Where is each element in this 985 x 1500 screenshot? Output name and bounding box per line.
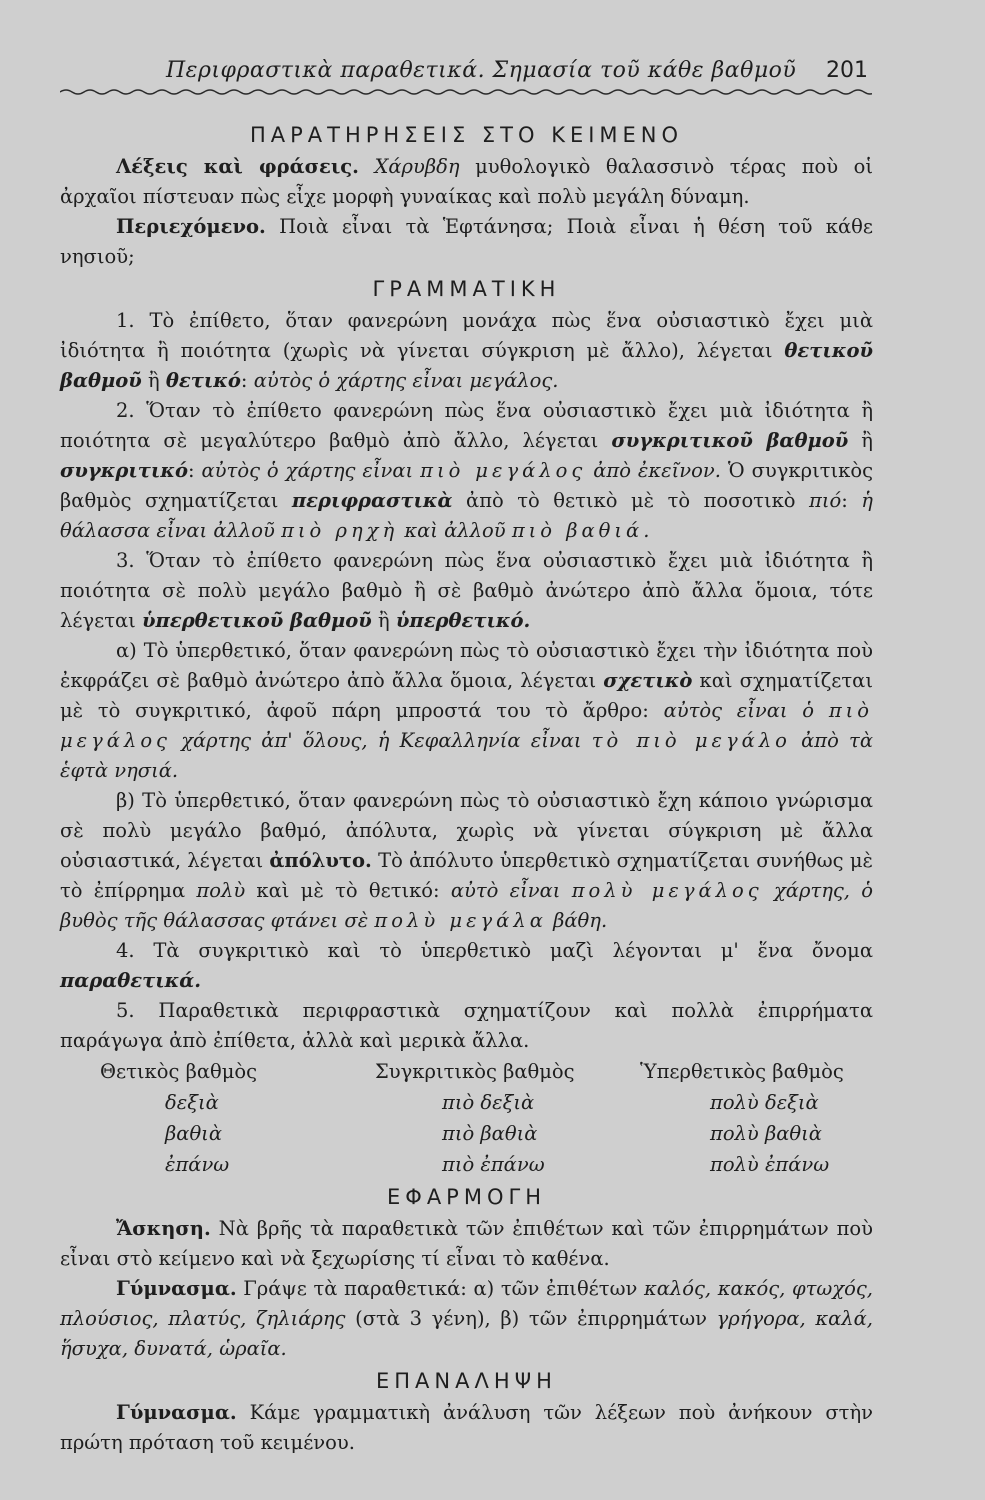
exercise-paragraph <box>60 1214 873 1274</box>
exercise-label: Ἄσκηση. <box>116 1217 211 1240</box>
example: αὐτὸς ὁ χάρτης εἶναι <box>201 459 414 482</box>
example: καὶ ἀλλοῦ <box>404 519 506 542</box>
example-spaced: τὸ πιὸ μεγάλο <box>591 729 791 752</box>
term-positive-degree: θετικοῦ βαθμοῦ <box>60 339 873 392</box>
table-cell: πολὺ δεξιὰ <box>710 1091 819 1114</box>
header-wavy-rule <box>60 88 872 96</box>
grammar-paragraph-3 <box>60 546 873 636</box>
term-periphrastic: περιφραστικὰ <box>291 489 453 512</box>
content-text: Ποιὰ εἶναι τὰ Ἑφτάνησα; Ποιὰ εἶναι ἡ θέση τοῦ κάθε νησιοῦ; <box>60 215 873 268</box>
application-heading: ΕΦΑΡΜΟΓΗ <box>387 1185 546 1209</box>
term-superlative: ὑπερθετικό. <box>395 609 531 632</box>
example-spaced: πολὺ μεγάλος <box>571 879 763 902</box>
example-poly: πολὺ <box>196 879 246 902</box>
text-run: : <box>187 459 202 482</box>
exercise-text: Νὰ βρῆς τὰ παραθετικὰ τῶν ἐπιθέτων καὶ τῶν ἐπιρρημάτων ποὺ εἶναι στὸ κείμενο καὶ νὰ ξεχωρίσης τί εἶναι τὸ καθένα. <box>60 1217 874 1270</box>
term-absolute: ἀπόλυτο. <box>269 849 372 872</box>
term-comparative: συγκριτικό <box>60 459 188 482</box>
words-paragraph <box>60 152 873 212</box>
example: ἀπὸ ἐκεῖνον. <box>593 459 721 482</box>
review-text: Κάμε γραμματικὴ ἀνάλυση τῶν λέξεων ποὺ ἀνήκουν στὴν πρώτη πρόταση τοῦ κειμένου. <box>60 1401 873 1454</box>
table-cell: πιὸ ἐπάνω <box>442 1153 545 1176</box>
drill-label: Γύμνασμα. <box>116 1277 237 1300</box>
text-run: 1. Τὸ ἐπίθετο, ὅταν φανερώνη μονάχα πὼς ἕνα οὐσιαστικὸ ἔχει μιὰ ἰδιότητα ἢ ποιότητα (χωρὶς νὰ γίνεται σύγκριση μὲ ἄλλο), λέγεται <box>60 309 873 362</box>
example-spaced: πιὸ ρηχὴ <box>281 519 399 542</box>
running-header <box>60 58 872 92</box>
adjective-list: καλός, κακός, φτωχός, πλούσιος, πλατύς, ζηλιάρης <box>60 1277 873 1330</box>
text-run: Τὸ ἀπόλυτο ὑπερθετικὸ σχηματίζεται συνήθως μὲ τὸ ἐπίρρημα <box>60 849 873 902</box>
grammar-paragraph-1 <box>60 306 873 396</box>
adverb-list: γρήγορα, καλά, ἥσυχα, δυνατά, ὡραῖα. <box>60 1307 873 1360</box>
grammar-paragraph-2 <box>60 396 873 546</box>
table-header: Συγκριτικὸς βαθμὸς <box>375 1060 575 1083</box>
text-run: : <box>240 369 254 392</box>
table-cell: δεξιὰ <box>165 1091 219 1114</box>
text-run: ἀπὸ τὸ θετικὸ μὲ τὸ ποσοτικὸ <box>452 489 810 512</box>
grammar-heading: ΓΡΑΜΜΑΤΙΚΗ <box>372 277 561 301</box>
table-cell: βαθιὰ <box>165 1122 222 1145</box>
table-header: Ὑπερθετικὸς βαθμὸς <box>640 1060 844 1083</box>
text-run: α) Τὸ ὑπερθετικό, ὅταν φανερώνη πὼς τὸ οὐσιαστικὸ ἔχει τὴν ἰδιότητα ποὺ ἐκφράζει σὲ βαθμὸ ἀνώτερο ἀπὸ ἄλλα ὅμοια, λέγεται <box>60 639 873 692</box>
example: αὐτὸς ὁ χάρτης εἶναι μεγάλος. <box>253 369 559 392</box>
text-run: 2. Ὅταν τὸ ἐπίθετο φανερώνη πὼς ἕνα οὐσιαστικὸ ἔχει μιὰ ἰδιότητα ἢ ποιότητα σὲ μεγαλύτερο βαθμὸ ἀπὸ ἄλλο, λέγεται <box>60 399 873 452</box>
example-spaced: πιὸ μεγάλος <box>420 459 587 482</box>
review-paragraph <box>60 1398 873 1458</box>
example-spaced: πολὺ μεγάλα <box>374 909 547 932</box>
words-label: Λέξεις καὶ φράσεις. <box>116 155 359 178</box>
text-run: ἢ <box>848 429 873 452</box>
example: χάρτης, ὁ βυθὸς τῆς θάλασσας φτάνει σὲ <box>60 879 873 932</box>
example: χάρτης ἀπ' ὅλους, ἡ Κεφαλληνία εἶναι <box>181 729 582 752</box>
grammar-paragraph-3a <box>60 636 873 786</box>
text-run: ἢ <box>371 609 396 632</box>
review-label: Γύμνασμα. <box>116 1401 237 1424</box>
text-run: 4. Τὰ συγκριτικὸ καὶ τὸ ὑπερθετικὸ μαζὶ λέγονται μ' ἕνα ὄνομα <box>116 939 873 962</box>
table-cell: πιὸ βαθιὰ <box>442 1122 538 1145</box>
table-cell: πιὸ δεξιὰ <box>442 1091 535 1114</box>
degrees-table <box>60 1056 873 1180</box>
example-spaced: πιὸ βαθιά. <box>511 519 654 542</box>
example: ἡ θάλασσα εἶναι ἀλλοῦ <box>60 489 873 542</box>
text-run: 3. Ὅταν τὸ ἐπίθετο φανερώνη πὼς ἕνα οὐσιαστικὸ ἔχει μιὰ ἰδιότητα ἢ ποιότητα σὲ πολὺ μεγάλο βαθμὸ ἢ σὲ βαθμὸ ἀνώτερο ἀπὸ ἄλλα ὅμοια, τότε λέγεται <box>60 549 873 632</box>
table-cell: πολὺ βαθιὰ <box>710 1122 822 1145</box>
table-header: Θετικὸς βαθμὸς <box>100 1060 258 1083</box>
text-run: Ὁ συγκριτικὸς βαθμὸς σχηματίζεται <box>60 459 873 512</box>
text-run: καὶ μὲ τὸ θετικό: <box>245 879 451 902</box>
page-number: 201 <box>826 58 868 83</box>
text-run: (στὰ 3 γένη), β) τῶν ἐπιρρημάτων <box>345 1307 717 1330</box>
term-comparatives: παραθετικά. <box>60 969 202 992</box>
grammar-paragraph-3b <box>60 786 873 936</box>
words-term: Χάρυβδη <box>374 155 460 178</box>
review-heading: ΕΠΑΝΑΛΗΨΗ <box>376 1369 557 1393</box>
example-pio: πιό <box>809 489 842 512</box>
example: αὐτὸ εἶναι <box>450 879 561 902</box>
grammar-paragraph-5: 5. Παραθετικὰ περιφραστικὰ σχηματίζουν καὶ πολλὰ ἐπιρρήματα παράγωγα ἀπὸ ἐπίθετα, ἀλλὰ καὶ μερικὰ ἄλλα. <box>60 999 873 1052</box>
content-label: Περιεχόμενο. <box>116 215 266 238</box>
term-positive: θετικό <box>165 369 241 392</box>
text-run: καὶ σχηματίζεται μὲ τὸ συγκριτικό, ἀφοῦ πάρη μπροστά του τὸ ἄρθρο: <box>60 669 873 722</box>
notes-heading: ΠΑΡΑΤΗΡΗΣΕΙΣ ΣΤΟ ΚΕΙΜΕΝΟ <box>249 123 684 147</box>
text-run: Γράψε τὰ παραθετικά: α) τῶν ἐπιθέτων <box>243 1277 644 1300</box>
example: αὐτὸς εἶναι ὁ <box>663 699 815 722</box>
text-run: ἢ <box>141 369 166 392</box>
words-text: μυθολογικὸ θαλασσινὸ τέρας ποὺ οἱ ἀρχαῖοι πίστευαν πὼς εἶχε μορφὴ γυναίκας καὶ πολὺ μεγάλη δύναμη. <box>60 155 874 208</box>
example: ἀπὸ τὰ ἑφτὰ νησιά. <box>60 729 874 782</box>
term-comparative-degree: συγκριτικοῦ βαθμοῦ <box>611 429 849 452</box>
table-cell: πολὺ ἐπάνω <box>710 1153 830 1176</box>
example: βάθη. <box>553 909 608 932</box>
text-run: β) Τὸ ὑπερθετικό, ὅταν φανερώνη πὼς τὸ οὐσιαστικὸ ἔχη κάποιο γνώρισμα σὲ πολὺ μεγάλο βαθμό, ἀπόλυτα, χωρὶς νὰ γίνεται σύγκριση μὲ ἄλλα οὐσιαστικά, λέγεται <box>60 789 873 872</box>
term-superlative-degree: ὑπερθετικοῦ βαθμοῦ <box>142 609 372 632</box>
drill-paragraph <box>60 1274 873 1364</box>
header-title: Περιφραστικὰ παραθετικά. Σημασία τοῦ κάθε βαθμοῦ <box>166 58 797 83</box>
page-body <box>60 118 873 1458</box>
table-cell: ἐπάνω <box>165 1153 230 1176</box>
content-paragraph <box>60 212 873 272</box>
grammar-paragraph-4 <box>60 936 873 996</box>
term-relative: σχετικὸ <box>603 669 693 692</box>
text-run: : <box>841 489 862 512</box>
example-spaced: πιὸ μεγάλος <box>60 699 874 752</box>
